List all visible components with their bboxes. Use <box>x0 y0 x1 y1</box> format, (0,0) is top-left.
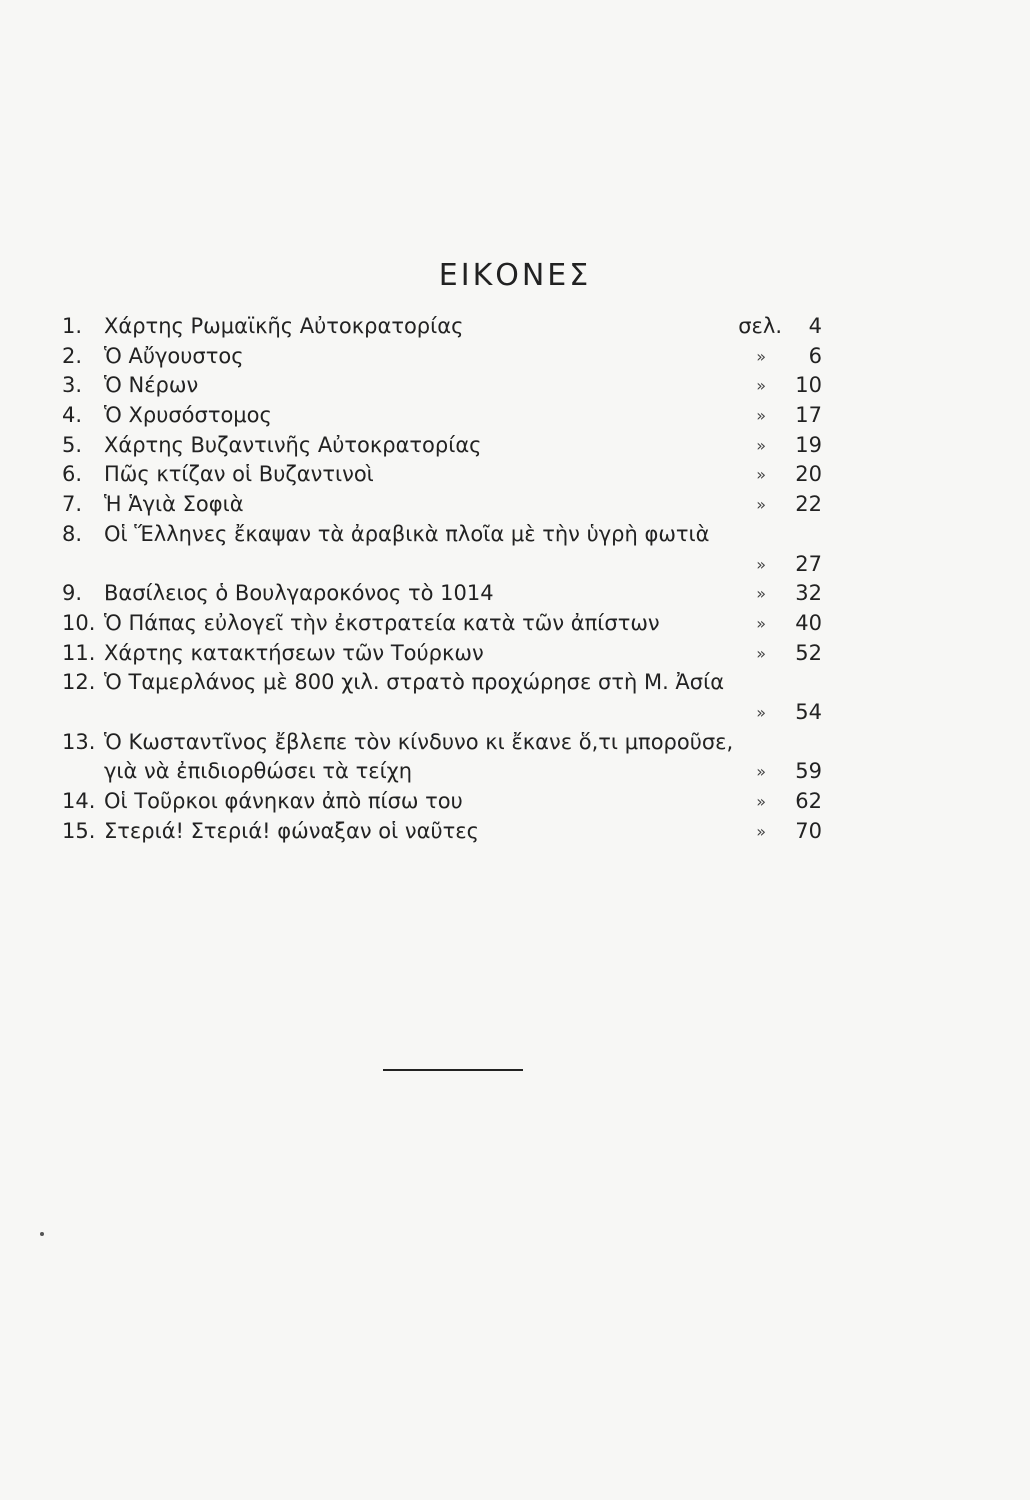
entry-title: Ὁ Πάπας εὐλογεῖ τὴν ἐκστρατεία κατὰ τῶν ἀπίστων <box>104 610 660 635</box>
page-title: ΕΙΚΟΝΕΣ <box>438 258 592 293</box>
entry-page: 10 <box>795 373 822 398</box>
list-item <box>62 490 822 520</box>
ditto-mark: » <box>756 376 766 396</box>
ditto-mark: » <box>756 495 766 515</box>
ditto-mark: » <box>756 465 766 485</box>
illustrations-list <box>62 312 822 846</box>
ditto-mark: » <box>756 762 766 782</box>
entry-title: Ὁ Χρυσόστομος <box>104 403 272 428</box>
ditto-mark: » <box>756 643 766 663</box>
entry-page: 20 <box>795 462 822 487</box>
list-item <box>62 817 822 847</box>
entry-title: Ὁ Κωσταντῖνος ἔβλεπε τὸν κίνδυνο κι ἔκανε ὅ,τι μποροῦσε, γιὰ νὰ ἐπιδιορθώσει τὰ τείχη <box>104 729 734 784</box>
ink-speck <box>40 1232 44 1236</box>
entry-number: 15. <box>62 818 96 843</box>
list-item <box>62 787 822 817</box>
ditto-mark: » <box>756 346 766 366</box>
section-divider <box>383 1069 523 1071</box>
list-item <box>62 342 822 372</box>
entry-number: 4. <box>62 403 83 428</box>
entry-number: 3. <box>62 373 83 398</box>
entry-page: 54 <box>795 699 822 724</box>
list-item <box>62 609 822 639</box>
page-label: σελ. <box>738 314 782 338</box>
entry-number: 1. <box>62 314 83 338</box>
entry-title: Ὁ Ταμερλάνος μὲ 800 χιλ. στρατὸ προχώρησε στὴ Μ. Ἀσία <box>104 670 725 695</box>
list-item <box>62 520 822 579</box>
ditto-mark: » <box>756 792 766 812</box>
entry-title: Χάρτης κατακτήσεων τῶν Τούρκων <box>104 640 484 665</box>
entry-number: 9. <box>62 581 83 606</box>
entry-title: Πῶς κτίζαν οἱ Βυζαντινοὶ <box>104 462 374 487</box>
entry-number: 14. <box>62 789 96 814</box>
entry-page: 52 <box>795 640 822 665</box>
ditto-mark: » <box>756 584 766 604</box>
entry-title: Βασίλειος ὁ Βουλγαροκόνος τὸ 1014 <box>104 581 494 606</box>
entry-page: 27 <box>795 551 822 576</box>
entry-number: 7. <box>62 492 83 517</box>
entry-title: Ὁ Αὔγουστος <box>104 343 244 368</box>
entry-page: 70 <box>795 818 822 843</box>
list-item <box>62 579 822 609</box>
entry-number: 10. <box>62 610 96 635</box>
entry-page: 40 <box>795 610 822 635</box>
entry-page: 32 <box>795 581 822 606</box>
ditto-mark: » <box>756 554 766 574</box>
entry-page: 62 <box>795 789 822 814</box>
entry-page: 19 <box>795 432 822 457</box>
entry-title: Στεριά! Στεριά! φώναξαν οἱ ναῦτες <box>104 818 479 843</box>
entry-number: 13. <box>62 729 96 754</box>
entry-page: 4 <box>808 314 822 338</box>
entry-number: 8. <box>62 521 83 546</box>
entry-page: 17 <box>795 403 822 428</box>
entry-title: Ἡ Ἁγιὰ Σοφιὰ <box>104 492 244 517</box>
entry-number: 2. <box>62 343 83 368</box>
ditto-mark: » <box>756 613 766 633</box>
ditto-mark: » <box>756 821 766 841</box>
entry-page: 6 <box>808 343 822 368</box>
entry-number: 6. <box>62 462 83 487</box>
list-item <box>62 431 822 461</box>
entry-title: Χάρτης Ρωμαϊκῆς Αὐτοκρατορίας <box>104 314 464 338</box>
ditto-mark: » <box>756 406 766 426</box>
entry-page: 22 <box>795 492 822 517</box>
entry-number: 11. <box>62 640 96 665</box>
list-item <box>62 312 822 342</box>
list-item <box>62 371 822 401</box>
entry-number: 5. <box>62 432 83 457</box>
ditto-mark: » <box>756 702 766 722</box>
ditto-mark: » <box>756 435 766 455</box>
entry-title: Οἱ Ἕλληνες ἔκαψαν τὰ ἀραβικὰ πλοῖα μὲ τὴν ὑγρὴ φωτιὰ <box>104 521 710 546</box>
list-item <box>62 668 822 727</box>
list-item <box>62 639 822 669</box>
entry-title: Οἱ Τοῦρκοι φάνηκαν ἀπὸ πίσω του <box>104 789 463 814</box>
entry-title: Ὁ Νέρων <box>104 373 199 398</box>
entry-page: 59 <box>795 759 822 784</box>
list-item <box>62 460 822 490</box>
list-item <box>62 401 822 431</box>
entry-number: 12. <box>62 670 96 695</box>
entry-title: Χάρτης Βυζαντινῆς Αὐτοκρατορίας <box>104 432 482 457</box>
list-item <box>62 728 822 787</box>
